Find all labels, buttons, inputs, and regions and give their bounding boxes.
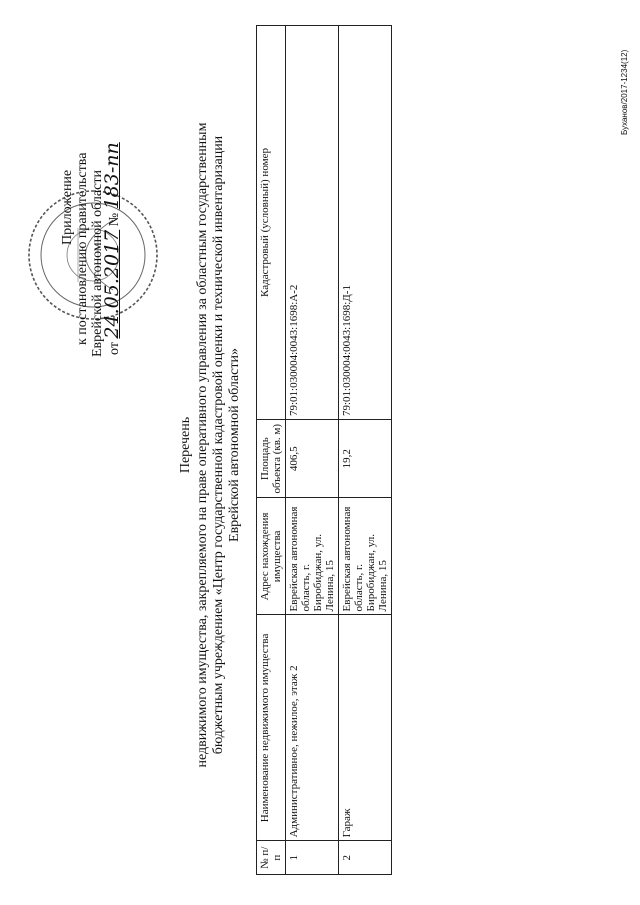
property-table (256, 25, 392, 875)
cell-area: 406,5 (286, 420, 339, 498)
table-row (339, 26, 392, 875)
appendix-line1: Приложение (60, 169, 75, 245)
header-address: Адрес нахождения имущества (257, 498, 286, 615)
cell-name: Гараж (339, 615, 392, 841)
title-line3: Еврейской автономной области» (227, 348, 242, 542)
cell-address: Еврейская автономная область, г. Биробиджан, ул. Ленина, 15 (286, 498, 339, 615)
header-num: № п/п (257, 841, 286, 875)
cell-name: Административное, нежилое, этаж 2 (286, 615, 339, 841)
cell-num: 1 (286, 841, 339, 875)
title-line1: недвижимого имущества, закрепляемого на праве оперативного управления за областным государственным (195, 122, 210, 768)
document-title (178, 95, 243, 795)
cell-address: Еврейская автономная область, г. Биробиджан, ул. Ленина, 15 (339, 498, 392, 615)
cell-cadastral: 79:01:030004:0043:1698:Д-1 (339, 26, 392, 420)
footer-code: Буханов/2017-1234(12) (620, 49, 629, 135)
decree-number: 183-пп (101, 142, 123, 210)
table-row (286, 26, 339, 875)
appendix-note (60, 35, 122, 365)
cell-cadastral: 79:01:030004:0043:1698:А-2 (286, 26, 339, 420)
table-header-row (257, 26, 286, 875)
header-area: Площадь объекта (кв. м) (257, 420, 286, 498)
title-heading: Перечень (178, 416, 193, 474)
appendix-line3: Еврейской автономной области (90, 170, 105, 357)
title-line2: бюджетным учреждением «Центр государственной кадастровой оценки и технической инвентаризации (211, 135, 226, 755)
appendix-line2: к постановлению правительства (75, 152, 90, 345)
cell-area: 19,2 (339, 420, 392, 498)
header-name: Наименование недвижимого имущества (257, 615, 286, 841)
cell-num: 2 (339, 841, 392, 875)
from-label: от (107, 342, 122, 355)
number-label: № (107, 212, 122, 227)
appendix-line4 (101, 35, 123, 365)
decree-date: 24.05.2017 (101, 229, 123, 339)
header-cadastral: Кадастровый (условный) номер (257, 26, 286, 420)
